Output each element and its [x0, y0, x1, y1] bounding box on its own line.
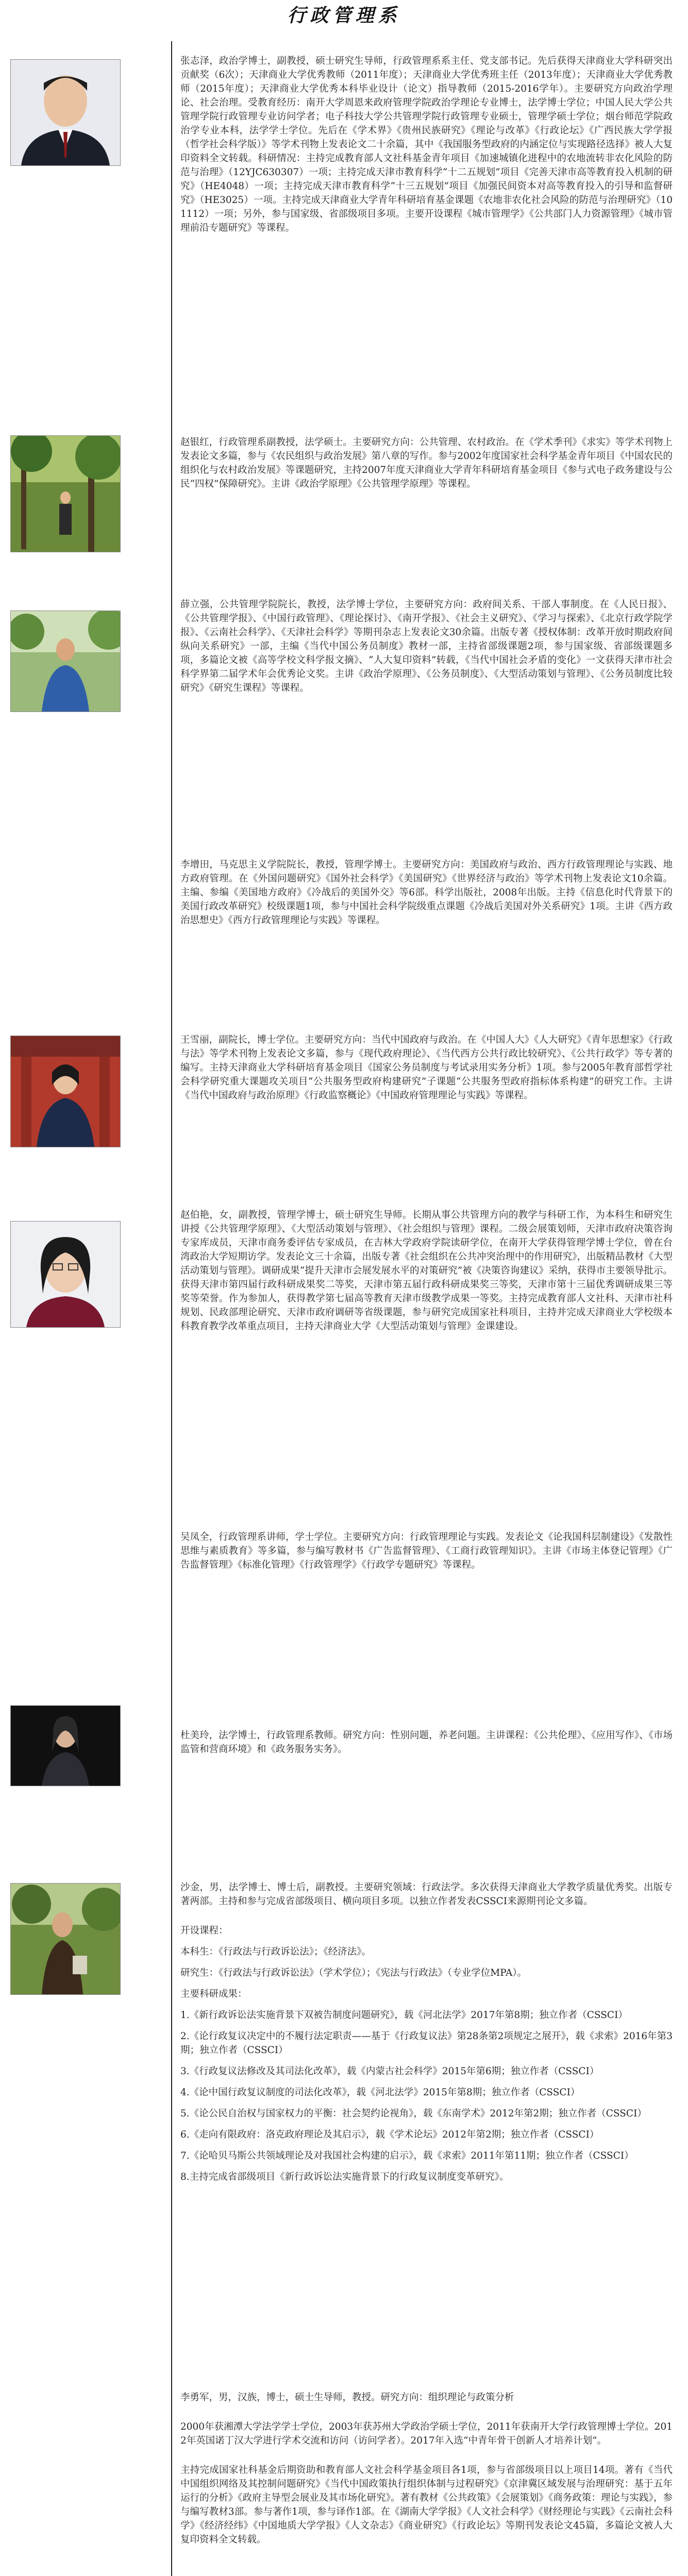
- bio-text: [180, 598, 673, 702]
- course-line: 研究生：《行政法与行政诉讼法》（学术学位）；《宪法与行政法》（专业学位MPA）。: [180, 1968, 527, 1978]
- bio-text: [180, 435, 673, 498]
- bio-paragraph: 2000年获湘潭大学法学学士学位，2003年获苏州大学政治学硕士学位，2011年获南开大学行政管理博士学位。2012年英国诺丁汉大学进行学术交流和访问（访问学者）。2017年入选“中青年骨干创新人才培养计划”。: [180, 2421, 673, 2446]
- portrait-photo: [10, 1036, 121, 1147]
- publications-heading: 主要科研成果：: [180, 1989, 247, 1999]
- publication-item: 1.《新行政诉讼法实施背景下双被告制度问题研究》，载《河北法学》2017年第8期；独立作者（CSSCI）: [180, 2010, 628, 2021]
- publication-item: 2.《论行政复议决定中的不履行法定职责——基于《行政复议法》第28条第2项规定之展开》，载《求索》2016年第3期；独立作者（CSSCI）: [180, 2031, 673, 2056]
- bio-paragraph: 薛立强，公共管理学院院长，教授，法学博士学位，主要研究方向：政府间关系、干部人事制度。在《人民日报》、《公共管理学报》、《中国行政管理》、《理论探讨》、《南开学报》、《社会主义研究》、《学习与探索》、《北京行政学院学报》、《云南社会科学》、《天津社会科学》等期刊杂志上发表论文30余篇。出版专著《授权体制：改革开放时期政府间纵向关系研究》一部，主编《当代中国公务员制度》教材一部，主持省部级课题2项，参与国家级、省部级课题多项，多篇论文被《高等学校文科学报文摘》、“人大复印资料”转载，《当代中国社会矛盾的变化》一文获得天津市社会科学界第二届学术年会优秀论文奖。主讲《政治学原理》、《公务员制度》、《大型活动策划与管理》、《公务员制度比较研究》《研究生课程》等课程。: [180, 599, 673, 693]
- bio-paragraph: 杜美玲，法学博士，行政管理系教师。研究方向：性别问题，养老问题。主讲课程：《公共伦理》、《应用写作》、《市场监管和营商环境》和《政务服务实务》。: [180, 1730, 673, 1755]
- bio-intro: 沙金，男，法学博士、博士后，副教授。主要研究领域：行政法学。多次获得天津商业大学教学质量优秀奖。出版专著两部。主持和参与完成省部级项目、横向项目多项。以独立作者发表CSSCI来源期刊论文多篇。: [180, 1882, 673, 1907]
- publication-item: 5.《论公民自治权与国家权力的平衡：社会契约论视角》，载《东南学术》2012年第2期；独立作者（CSSCI）: [180, 2108, 647, 2119]
- publication-item: 6.《走向有限政府：洛克政府理论及其启示》，载《学术论坛》2012年第2期；独立作者（CSSCI）: [180, 2129, 599, 2140]
- bio-text: [180, 1530, 673, 1579]
- bio-text: [180, 2391, 673, 2554]
- bio-text: [180, 1880, 673, 2191]
- bio-paragraph: 王雪丽，副院长，博士学位。主要研究方向：当代中国政府与政治。在《中国人大》《人大研究》《青年思想家》《行政与法》等学术刊物上发表论文多篇，参与《现代政府理论》、《当代西方公共行政比较研究》、《公共行政学》等专著的编写。主持天津商业大学科研培育基金项目《国家公务员制度与考试录用实务分析》1项。参与2005年教育部哲学社会科学研究重大课题攻关项目“公共服务型政府构建研究”子课题“公共服务型政府指标体系构建”的研究工作。主讲《当代中国政府与政治原理》《行政监察概论》《中国政府管理理论与实践》等课程。: [180, 1035, 673, 1101]
- bio-text: [180, 1208, 673, 1341]
- bio-paragraph: 李勇军，男，汉族，博士，硕士生导师，教授。研究方向：组织理论与政策分析: [180, 2392, 514, 2403]
- bio-text: [180, 1728, 673, 1764]
- portrait-photo: [10, 435, 121, 552]
- bio-paragraph: 主持完成国家社科基金后期资助和教育部人文社会科学基金项目各1项，参与省部级项目以上项目14项。著有《当代中国组织网络及其控制问题研究》《当代中国政策执行组织体制与过程研究》《京津冀区域发展与治理研究：基于五年运行的分析》《政府主导型会展业及其市场化研究》。著有教材《公共政策》《会展策划》《商务政策：理论与实践》，参与编写教材3部。参与著作1项，参与译作1部。在《湖南大学学报》《人文社会科学》《财经理论与实践》《云南社会科学》《经济经纬》《中国地质大学学报》《人文杂志》《商业研究》《行政论坛》等期刊发表论文45篇，多篇论文被人大复印资料全文转载。: [180, 2465, 673, 2545]
- course-line: 本科生：《行政法与行政诉讼法》；《经济法》。: [180, 1946, 372, 1957]
- bio-paragraph: 张志泽，政治学博士，副教授，硕士研究生导师，行政管理系系主任、党支部书记。先后获得天津商业大学科研突出贡献奖（6次）；天津商业大学优秀教师（2011年度）；天津商业大学优秀班主任（2013年度）；天津商业大学优秀教师（2015年度）；天津商业大学优秀本科毕业设计（论文）指导教师（2015-2016学年）。主要研究方向政治学理论、社会治理。受教育经历：南开大学周恩来政府管理学院政治学理论专业博士，法学博士学位；中国人民大学公共管理学院行政管理专业访问学者；电子科技大学公共管理学院行政管理专业硕士，管理学硕士学位；烟台师范学院政治学专业本科，法学学士学位。先后在《学术界》《贵州民族研究》《理论与改革》《行政论坛》《广西民族大学学报（哲学社会科学版）》等学术刊物上发表论文二十余篇，其中《我国服务型政府的内涵定位与实现路径选择》被人大复印资料全文转载。科研情况：主持完成教育部人文社科基金青年项目《加速城镇化进程中的农地流转非农化风险的防范与治理》（12YJC630307）一项；主持完成天津市教育科学“十二五规划”项目《完善天津市高等教育投入机制的研究》（HE4048）一项；主持完成天津市教育科学“十三五规划”项目《加强民间资本对高等教育投入的引导和监督研究》（HE3025）一项。主持完成天津商业大学青年科研培育基金课题《农地非农化社会风险的防范与治理研究》（101112）一项；另外，参与国家级、省部级项目多项。主要开设课程《城市管理学》《公共部门人力资源管理》《城市管理前沿专题研究》等课程。: [180, 56, 673, 233]
- bio-paragraph: 吴凤全，行政管理系讲师，学士学位。主要研究方向：行政管理理论与实践。发表论文《论我国科层制建设》《发散性思维与素质教育》等多篇，参与编写教材书《广告监督管理》、《工商行政管理知识》。主讲《市场主体登记管理》《广告监督管理》《标准化管理》《行政管理学》《行政学专题研究》等课程。: [180, 1532, 673, 1570]
- publication-item: 8.主持完成省部级项目《新行政诉讼法实施背景下的行政复议制度变革研究》。: [180, 2172, 509, 2182]
- bio-paragraph: 李增田，马克思主义学院院长，教授，管理学博士。主要研究方向：美国政府与政治、西方行政管理理论与实践、地方政府管理。在《外国问题研究》《国外社会科学》《美国研究》《世界经济与政治》等学术刊物上发表论文10余篇。主编、参编《美国地方政府》《冷战后的美国外交》等6部。科学出版社，2008年出版。主持《信息化时代背景下的美国行政改革研究》校级课题1项，参与中国社会科学院级重点课题《冷战后美国对外关系研究》1项。主讲《西方政治思想史》《西方行政管理理论与实践》等课程。: [180, 859, 673, 926]
- publication-item: 7.《论哈贝马斯公共领域理论及对我国社会构建的启示》，载《求索》2011年第11期；独立作者（CSSCI）: [180, 2150, 634, 2161]
- vertical-divider: [171, 41, 172, 2576]
- publication-item: 3.《行政复议法修改及其司法化改革》，载《内蒙古社会科学》2015年第6期；独立作者（CSSCI）: [180, 2066, 599, 2077]
- bio-paragraph: 赵伯艳，女，副教授，管理学博士，硕士研究生导师。长期从事公共管理方向的教学与科研工作，为本科生和研究生讲授《公共管理学原理》、《大型活动策划与管理》、《社会组织与管理》课程。二级会展策划师，天津市政府决策咨询专家库成员，天津市商务委评估专家成员，在吉林大学政府学院读研学位，在南开大学获得管理学博士学位，曾在台湾政治大学短期访学。发表论文三十余篇，出版专著《社会组织在公共冲突治理中的作用研究》，出版精品教材《大型活动策划与管理》。调研成果“提升天津市会展发展水平的对策研究”被《决策咨询建议》采纳，获得市主要领导批示。获得天津市第四届行政科研成果奖二等奖，天津市第五届行政科研成果奖三等奖，天津市第十三届优秀调研成果三等奖等荣誉。作为参加人，获得教学第七届高等教育天津市级教学成果一等奖。主持完成教育部人文社科、天津市社科规划、民政部理论研究、天津市政府调研等省级课题，参与研究完成国家社科项目，主持并完成天津商业大学校级本科教育教学改革重点项目，主持天津商业大学《大型活动策划与管理》金课建设。: [180, 1210, 673, 1332]
- bio-text: [180, 1033, 673, 1110]
- publication-item: 4.《论中国行政复议制度的司法化改革》，载《河北法学》2015年第8期；独立作者（CSSCI）: [180, 2087, 580, 2098]
- portrait-photo: [10, 1705, 121, 1786]
- page-title: 行政管理系: [287, 5, 401, 26]
- bio-paragraph: 赵银红，行政管理系副教授，法学硕士。主要研究方向：公共管理、农村政治。在《学术季刊》《求实》等学术刊物上发表论文多篇，参与《农民组织与政治发展》第八章的写作。参与2002年度国家社会科学基金青年项目《中国农民的组织化与农村政治发展》等课题研究，主持2007年度天津商业大学青年科研培育基金项目《参与式电子政务建设与公民“四权”保障研究》。主讲《政治学原理》《公共管理学原理》等课程。: [180, 437, 673, 489]
- portrait-photo: [10, 1883, 121, 1995]
- bio-text: [180, 858, 673, 935]
- portrait-photo: [10, 1221, 121, 1328]
- courses-heading: 开设课程：: [180, 1925, 228, 1936]
- portrait-photo: [10, 611, 121, 712]
- portrait-photo: [10, 59, 121, 166]
- bio-text: [180, 54, 673, 242]
